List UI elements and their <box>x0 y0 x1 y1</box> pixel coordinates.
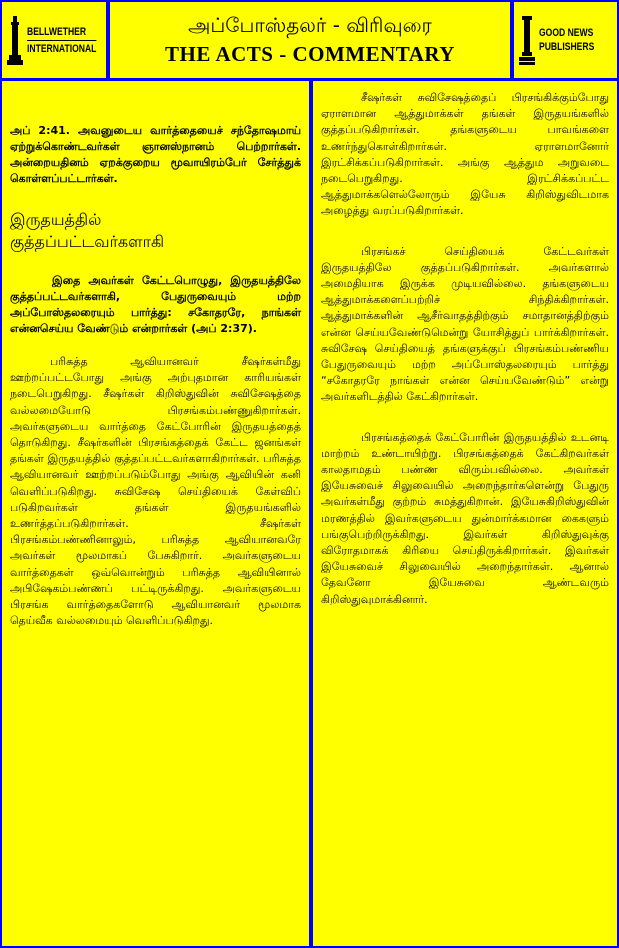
left-column <box>2 81 309 946</box>
section-heading <box>10 209 301 253</box>
right-paragraph-2: பிரசங்கச் செய்தியைக் கேட்டவர்கள் இருதயத்திலே குத்தப்படுகிறார்கள். அவர்களால் அமைதியாக இருக்க முடியவில்லை. தங்களுடைய ஆத்துமாக்களைப்பற்றிச் சிந்திக்கிறார்கள். ஆத்துமாக்களின் ஆசீர்வாதத்திற்கும் சமாதானத்திற்கும் என்ன செய்யவேண்டுமென்று யோசித்துப் பார்க்கிறார்கள். சுவிசேஷ செய்தியைத் தங்களுக்குப் பிரசங்கம்பண்ணிய பேதுருவையும் மற்ற அப்போஸ்தலரையும் பார்த்து “சகோதரரே நாங்கள் என்ன செய்யவேண்டும்” என்று அவர்களிடத்தில் கேட்கிறார்கள். <box>321 244 609 404</box>
good-news-logo <box>514 2 617 78</box>
right-paragraph-1: சீஷர்கள் சுவிசேஷத்தைப் பிரசங்கிக்கும்போது ஏராளமான ஆத்துமாக்கள் தங்கள் இருதயங்களில் குத்தப்படுகிறார்கள். தங்களுடைய பாவங்களை உணர்ந்துகொள்கிறார்கள். ஏராளமானோர் இரட்சிக்கப்படுகிறார்கள். அங்கு ஆத்தும அறுவடை நடைபெறுகிறது. இரட்சிக்கப்பட்ட ஆத்துமாக்களெல்லோரும் இயேசு கிறிஸ்துவிடமாக அழைத்து வரப்படுகிறார்கள். <box>321 91 609 218</box>
left-paragraph: பரிசுத்த ஆவியானவர் சீஷர்கள்மீது ஊற்றப்பட்டபோது அங்கு அற்புதமான காரியங்கள் நடைபெறுகிறது. சீஷர்கள் கிறிஸ்துவின் சுவிசேஷத்தை வல்லமையோடு பிரசங்கம்பண்ணுகிறார்கள். அவர்களுடைய வார்த்தை கேட்போரின் இருதயத்தைத் தொடுகிறது. சீஷர்களின் பிரசங்கத்தைக் கேட்ட ஜனங்கள் தங்கள் இருதயத்தில் குத்தப்பட்டவர்களாகிறார்கள். பரிசுத்த ஆவியானவர் ஊற்றப்படும்போது அங்கு ஆவியின் கனி வெளிப்படுகிறது. சுவிசேஷ செய்தியைக் கேள்விப் படுகிறவர்கள் தங்கள் இருதயங்களில் உணர்த்தப்படுகிறார்கள். சீஷர்கள் பிரசங்கம்பண்ணினாலும், பரிசுத்த ஆவியானவரே அவர்கள் மூலமாகப் பேசுகிறார். அவர்களுடைய வார்த்தைகள் ஒவ்வொன்றும் பரிசுத்த ஆவியினால் அபிஷேகம்பண்ணப் பட்டிருக்கிறது. அவர்களுடைய பிரசங்க வார்த்தைகளோடு ஆவியானவர் மூலமாக தெய்வீக வல்லமையும் வெளிப்படுகிறது. <box>10 355 301 628</box>
logo-right-line1: GOOD NEWS <box>539 27 594 39</box>
heading-line2: குத்தப்பட்டவர்களாகி <box>10 232 165 251</box>
logo-left-line2: INTERNATIONAL <box>27 42 97 55</box>
heading-line1: இருதயத்தில் <box>10 210 102 229</box>
right-paragraph-3: பிரசங்கத்தைக் கேட்போரின் இருதயத்தில் உடனடி மாற்றம் உண்டாயிற்று. பிரசங்கத்தைக் கேட்கிறவர்கள் காலதாமதம் பண்ண விரும்பவில்லை. அவர்கள் இயேசுவைச் சிலுவையில் அறைந்தார்களென்று பேதுரு அவர்கள்மீது குற்றம் சுமத்துகிறான். இயேசுகிறிஸ்துவின் மரணத்தில் இவர்களுடைய துன்மார்க்கமான கைகளும் பங்குபெற்றிருக்கிறது. இவர்கள் கிறிஸ்துவுக்கு விரோதமாகக் கிரியை செய்திருக்கிறார்கள். இவர்கள் இயேசுவைச் சிலுவையில் அறைந்தார்கள். ஆனால் தேவனோ இயேசுவை ஆண்டவரும் கிறிஸ்துவுமாக்கினார். <box>321 430 609 606</box>
quote-text: இதை அவர்கள் கேட்டபொழுது, இருதயத்திலே குத்தப்பட்டவர்களாகி, பேதுருவையும் மற்ற அப்போஸ்தலரையும் பார்த்து: சகோதரரே, நாங்கள் என்னசெய்ய வேண்டும் என்றார்கள் (அப் 2:37). <box>10 274 301 335</box>
logo-right-line2: PUBLISHERS <box>539 41 595 53</box>
page-header <box>110 2 510 78</box>
right-column <box>313 81 617 946</box>
title-tamil: அப்போஸ்தலர் - விரிவுரை <box>188 13 432 37</box>
title-english: THE ACTS - COMMENTARY <box>165 42 455 66</box>
logo-left-line1: BELLWETHER <box>27 25 87 38</box>
bellwether-logo <box>2 2 106 78</box>
tower-icon <box>7 14 23 66</box>
verse-text: அப் 2:41. அவனுடைய வார்த்தையைச் சந்தோஷமாய் ஏற்றுக்கொண்டவர்கள் ஞானஸ்நானம் பெற்றார்கள். அன்றையதினம் ஏறக்குறைய மூவாயிரம்பேர் சேர்த்துக் கொள்ளப்பட்டார்கள். <box>10 124 301 185</box>
pillar-icon <box>519 14 535 66</box>
